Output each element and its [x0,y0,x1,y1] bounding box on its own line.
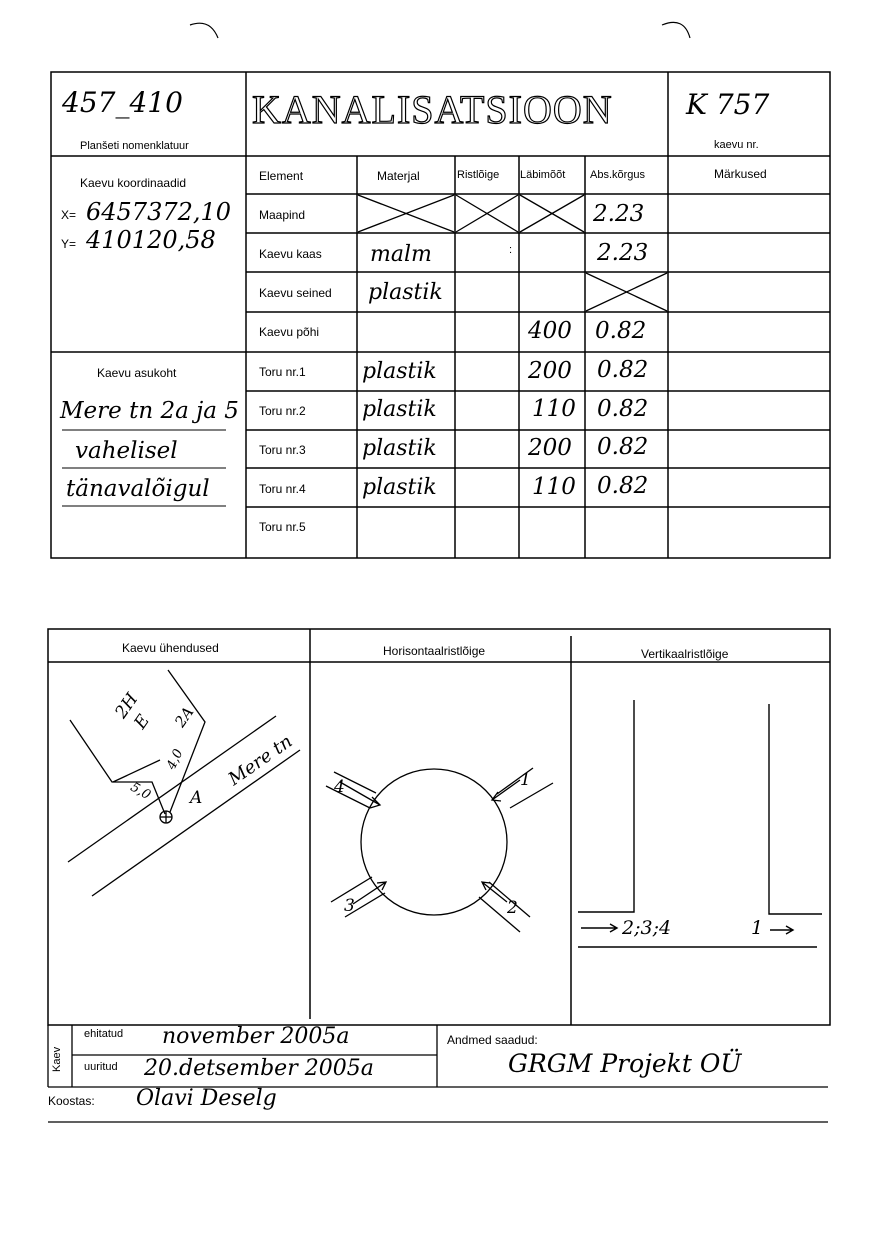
footer-side-label: Kaev [51,1046,63,1072]
punch-hole-right-icon [662,22,690,38]
nomenclature-value: 457_410 [62,86,183,119]
material-value: plastik [362,436,437,461]
nomenclature-label: Planšeti nomenklatuur [80,140,189,152]
diameter-value: 200 [528,358,572,384]
material-value: plastik [362,475,437,500]
built-value: november 2005a [162,1024,350,1049]
well-number-value: K 757 [686,88,770,121]
vertical-left-pipes: 2;3;4 [622,917,672,939]
location-line-1: Mere tn 2a ja 5 [60,398,239,424]
cross-section-value: : [509,244,513,256]
diameter-value: 110 [532,474,576,500]
table-row-element: Kaevu seined [259,286,332,300]
location-line-2: vahelisel [75,438,178,464]
abs-height-value: 0.82 [597,396,649,422]
col-header-diameter: Läbimõõt [520,169,566,181]
material-value: plastik [362,359,437,384]
col-header-material: Materjal [377,169,420,183]
abs-height-value: 2.23 [593,201,645,227]
coords-label: Kaevu koordinaadid [80,176,187,190]
sketch-label-2h: 2H [111,689,143,723]
vertical-right-pipe: 1 [751,917,764,939]
diameter-value: 110 [532,396,576,422]
table-row-element: Kaevu põhi [259,325,320,339]
table-row-element: Toru nr.5 [259,520,306,534]
pipe-label-1: 1 [520,770,531,790]
street-name: Mere tn [224,730,297,791]
vertical-section-title: Vertikaalristlõige [641,647,729,661]
sketch-distance-1: 4,0 [164,746,187,773]
table-row-element: Toru nr.1 [259,365,306,379]
x-coordinate: 6457372,10 [86,198,232,226]
col-header-cross-section: Ristlõige [457,169,500,181]
pipe-label-3: 3 [344,896,355,916]
abs-height-value: 0.82 [595,318,647,344]
diameter-value: 200 [528,435,572,461]
col-header-remarks: Märkused [714,167,767,181]
abs-height-value: 2.23 [597,240,649,266]
compiled-label: Koostas: [48,1094,95,1108]
horizontal-section-title: Horisontaalristlõige [383,644,486,658]
form-title: KANALISATSIOON [252,87,613,132]
y-prefix: Y= [61,237,77,251]
surveyed-value: 20.detsember 2005a [144,1056,374,1081]
table-row-element: Toru nr.4 [259,482,306,496]
built-label: ehitatud [84,1028,124,1040]
sketch-label-2a: 2A [170,703,198,731]
compiled-value: Olavi Deselg [136,1086,277,1111]
table-row-element: Toru nr.2 [259,404,306,418]
data-source-label: Andmed saadud: [447,1033,538,1047]
sketch-label-a: A [190,788,203,808]
x-prefix: X= [61,208,77,222]
surveyed-label: uuritud [84,1061,118,1073]
sketch-distance-2: 5,0 [127,779,154,804]
table-row-element: Kaevu kaas [259,247,322,261]
material-value: malm [370,242,432,267]
abs-height-value: 0.82 [597,357,649,383]
well-number-label: kaevu nr. [714,139,759,151]
vertical-section-sketch [578,700,822,947]
connections-title: Kaevu ühendused [122,641,219,655]
table-row-element: Maapind [259,208,306,222]
sketch-label-e: E [130,711,154,733]
col-header-abs-height: Abs.kõrgus [590,169,646,181]
data-source-value: GRGM Projekt OÜ [508,1049,742,1078]
pipe-label-4: 4 [334,777,345,797]
location-line-3: tänavalõigul [66,476,210,502]
abs-height-value: 0.82 [597,473,649,499]
diameter-value: 400 [528,318,572,344]
abs-height-value: 0.82 [597,434,649,460]
col-header-element: Element [259,169,304,183]
table-row-element: Toru nr.3 [259,443,306,457]
horizontal-section-sketch [326,768,553,932]
punch-hole-left-icon [190,23,218,38]
material-value: plastik [368,280,443,305]
y-coordinate: 410120,58 [86,226,216,254]
pipe-label-2: 2 [507,898,518,918]
lower-form-grid [48,629,830,1025]
location-label: Kaevu asukoht [97,366,177,380]
material-value: plastik [362,397,437,422]
